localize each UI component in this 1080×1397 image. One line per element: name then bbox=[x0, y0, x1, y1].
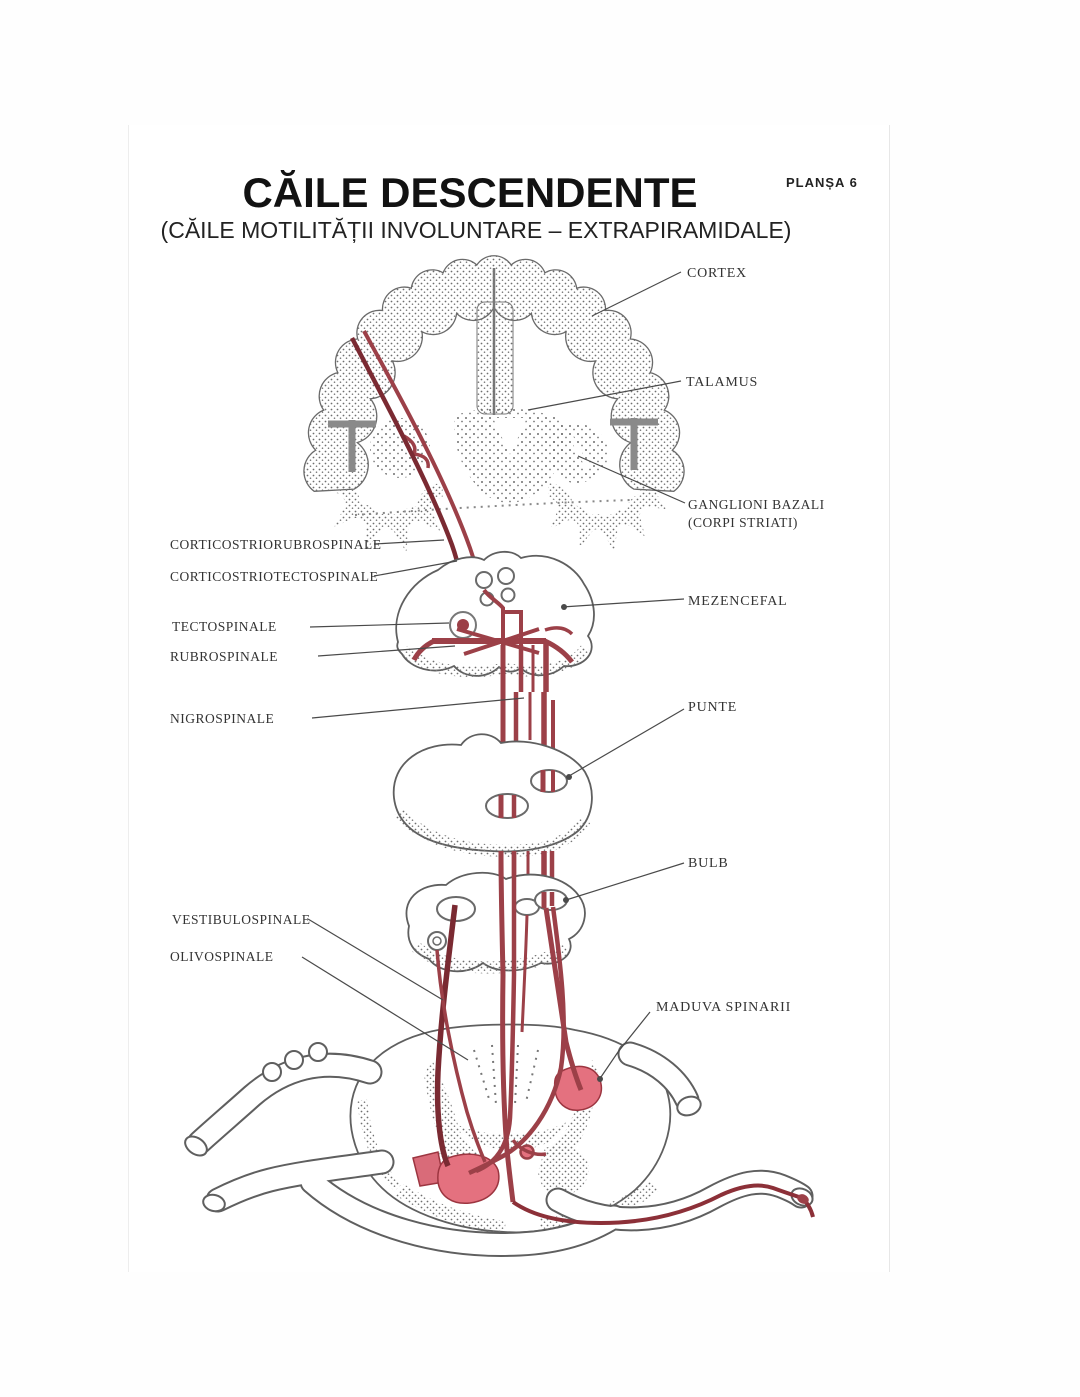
label-punte: PUNTE bbox=[688, 700, 738, 715]
label-bulb: BULB bbox=[688, 856, 729, 871]
label-cortex: CORTEX bbox=[687, 266, 747, 281]
label-corpi-striati: (CORPI STRIATI) bbox=[688, 515, 798, 530]
label-maduva-spinarii: MADUVA SPINARII bbox=[656, 1000, 792, 1015]
label-rubrospinale: RUBROSPINALE bbox=[170, 649, 279, 664]
plate-number: PLANȘA 6 bbox=[786, 175, 858, 190]
label-nigrospinale: NIGROSPINALE bbox=[170, 711, 275, 726]
pons-section bbox=[394, 734, 592, 851]
label-mezencefal: MEZENCEFAL bbox=[688, 594, 788, 609]
midbrain-section bbox=[396, 552, 594, 692]
label-corticostriotectospinale: CORTICOSTRIOTECTOSPINALE bbox=[170, 569, 379, 584]
pons-right-foramen bbox=[531, 770, 567, 792]
midbrain-outline bbox=[396, 552, 594, 676]
page-subtitle: (CĂILE MOTILITĂȚII INVOLUNTARE – EXTRAPIRAMIDALE) bbox=[160, 217, 792, 243]
label-corticostriorubrospinale: CORTICOSTRIORUBROSPINALE bbox=[170, 537, 382, 552]
label-tectospinale: TECTOSPINALE bbox=[172, 619, 277, 634]
label-ganglioni-bazali: GANGLIONI BAZALI bbox=[688, 497, 825, 512]
label-talamus: TALAMUS bbox=[686, 375, 759, 390]
corpus-callosum-stalk bbox=[477, 302, 513, 414]
label-vestibulospinale: VESTIBULOSPINALE bbox=[172, 912, 311, 927]
label-olivospinale: OLIVOSPINALE bbox=[170, 949, 274, 964]
page-title: CĂILE DESCENDENTE bbox=[242, 169, 698, 216]
olive-circle bbox=[428, 932, 446, 950]
pons-left-foramen bbox=[486, 794, 528, 818]
